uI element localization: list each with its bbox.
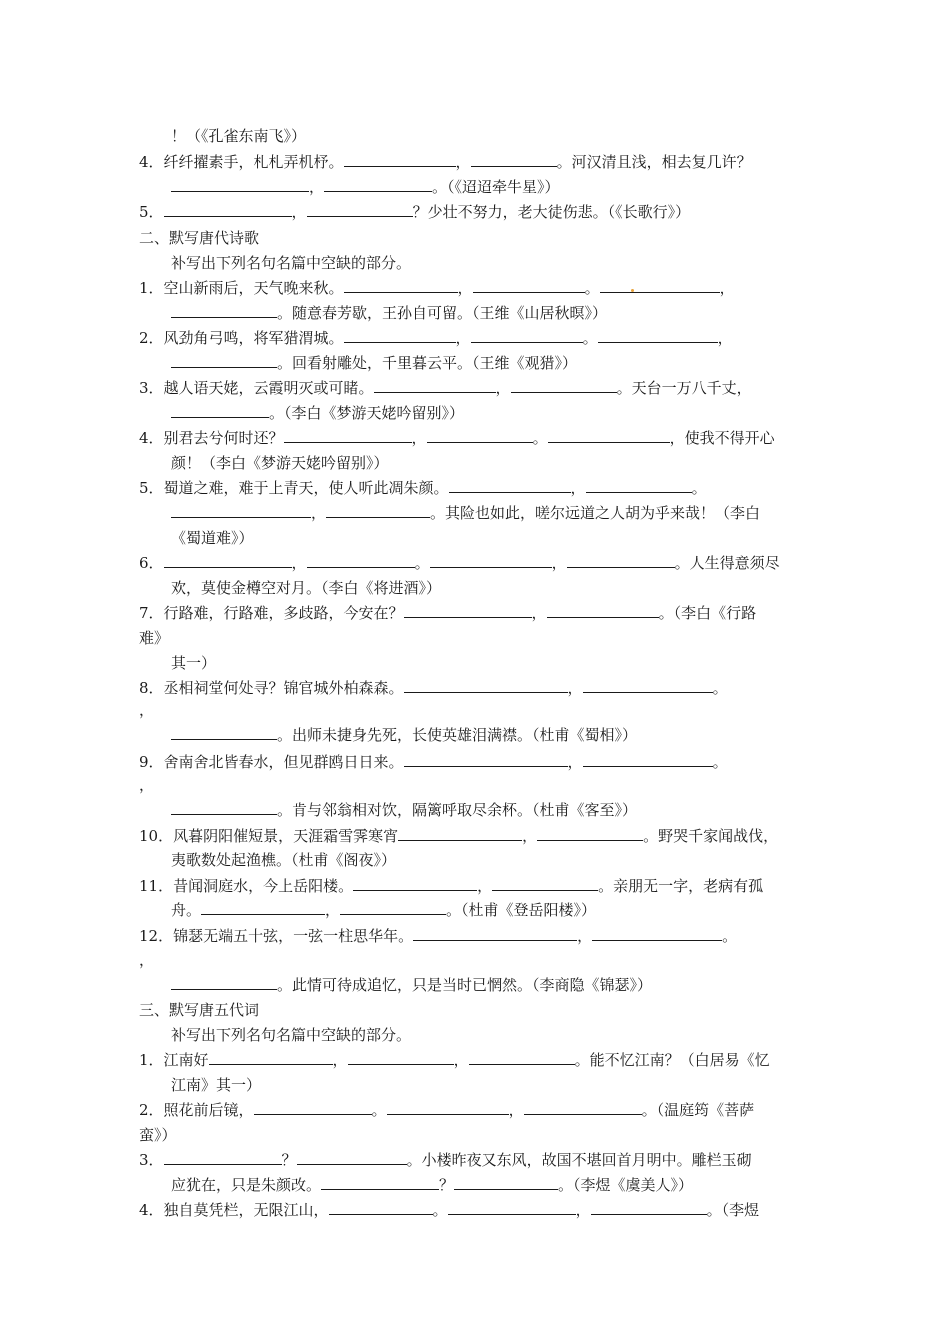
line-text: 补写出下列名句名篇中空缺的部分。 xyxy=(171,1026,412,1044)
line-text: ， xyxy=(522,827,538,845)
line-text: ， xyxy=(309,178,325,196)
line-text: ， xyxy=(495,379,511,397)
answer-blank[interactable] xyxy=(449,478,571,493)
question-12 xyxy=(139,926,737,946)
line-text: 。（《迢迢牵牛星》） xyxy=(432,178,560,196)
answer-blank[interactable] xyxy=(600,278,720,293)
answer-blank[interactable] xyxy=(307,202,413,217)
line-text: 。小楼昨夜又东风，故国不堪回首月明中。雕栏玉砌 xyxy=(406,1151,752,1169)
question-2 xyxy=(139,328,733,348)
answer-blank[interactable] xyxy=(344,278,458,293)
line-text: ， xyxy=(139,951,155,969)
line-text: 。人生得意须尽 xyxy=(674,554,780,572)
line-text: 8．丞相祠堂何处寻？锦官城外柏森森。 xyxy=(139,679,404,697)
answer-blank[interactable] xyxy=(537,826,643,841)
question-7 xyxy=(139,603,756,623)
answer-blank[interactable] xyxy=(321,1175,439,1190)
line-text: 。天台一万八千丈， xyxy=(616,379,752,397)
text-line xyxy=(171,850,396,870)
answer-blank[interactable] xyxy=(454,1175,558,1190)
text-line xyxy=(171,503,760,523)
line-text: 江南》其一） xyxy=(171,1076,262,1094)
line-text: ？ xyxy=(439,1176,455,1194)
question-3 xyxy=(139,378,752,398)
line-text: ？ xyxy=(281,1151,297,1169)
line-text: 4．独自莫凭栏，无限江山， xyxy=(139,1201,329,1219)
line-text: ， xyxy=(719,279,735,297)
answer-blank[interactable] xyxy=(171,800,277,815)
answer-blank[interactable] xyxy=(171,725,277,740)
line-text: 4．别君去兮何时还？ xyxy=(139,429,284,447)
line-text: 《蜀道难》） xyxy=(171,529,254,547)
line-text: 3． xyxy=(139,1151,164,1169)
answer-blank[interactable] xyxy=(171,503,311,518)
text-line xyxy=(171,453,389,473)
line-text: 。河汉清且浅，相去复几许？ xyxy=(556,153,752,171)
question-4 xyxy=(139,428,775,448)
question-5 xyxy=(139,202,690,222)
text-line xyxy=(171,900,596,920)
line-text: 10．风暮阴阳催短景，天涯霜雪霁寒宵 xyxy=(139,827,399,845)
line-text: 。 xyxy=(532,429,548,447)
text-line xyxy=(139,775,154,795)
text-line xyxy=(171,403,464,423)
line-text: 应犹在，只是朱颜改。 xyxy=(171,1176,322,1194)
text-line xyxy=(139,950,154,970)
line-text: ， xyxy=(291,203,307,221)
line-text: 5． xyxy=(139,203,164,221)
line-text: ， xyxy=(567,679,583,697)
answer-blank[interactable] xyxy=(171,403,269,418)
question-11 xyxy=(139,876,763,896)
answer-blank[interactable] xyxy=(583,678,713,693)
line-text: ， xyxy=(139,701,155,719)
line-text: 。随意春芳歇，王孙自可留。（王维《山居秋暝》） xyxy=(277,304,608,322)
text-line xyxy=(171,1175,693,1195)
line-text: 蛮》） xyxy=(139,1126,177,1144)
line-text: 。（李煜《虞美人》） xyxy=(558,1176,694,1194)
answer-blank[interactable] xyxy=(583,752,713,767)
line-text: 5．蜀道之难，难于上青天，使人听此凋朱颜。 xyxy=(139,479,449,497)
line-text: 。（李白《梦游天姥吟留别》） xyxy=(269,404,465,422)
line-text: ， xyxy=(332,1051,348,1069)
line-text: 。 xyxy=(712,753,728,771)
line-text: 。亲朋无一字，老病有孤 xyxy=(598,877,764,895)
line-text: 6． xyxy=(139,554,164,572)
question-9 xyxy=(139,752,728,772)
instruction xyxy=(171,1025,411,1045)
line-text: 。（李煜 xyxy=(706,1201,760,1219)
line-text: 颜！（李白《梦游天姥吟留别》） xyxy=(171,454,389,472)
answer-blank[interactable] xyxy=(326,503,430,518)
line-text: ， xyxy=(291,554,307,572)
text-line xyxy=(171,653,216,673)
line-text: 。（李白《行路 xyxy=(658,604,757,622)
line-text: 。（温庭筠《菩萨 xyxy=(641,1101,755,1119)
answer-blank[interactable] xyxy=(547,603,659,618)
line-text: ， xyxy=(325,901,341,919)
text-line xyxy=(171,578,441,598)
line-text: 1．江南好 xyxy=(139,1051,209,1069)
line-text: ， xyxy=(411,429,427,447)
line-text: 4．纤纤擢素手，札札弄机杼。 xyxy=(139,153,344,171)
answer-blank[interactable] xyxy=(171,303,277,318)
answer-blank[interactable] xyxy=(404,678,568,693)
answer-blank[interactable] xyxy=(201,900,325,915)
line-text: 9．舍南舍北皆春水，但见群鸥日日来。 xyxy=(139,753,404,771)
answer-blank[interactable] xyxy=(209,1050,333,1065)
answer-blank[interactable] xyxy=(171,975,277,990)
answer-blank[interactable] xyxy=(348,1050,454,1065)
line-text: 。 xyxy=(712,679,728,697)
line-text: 三、默写唐五代词 xyxy=(139,1001,260,1019)
line-text: 1．空山新雨后，天气晚来秋。 xyxy=(139,279,344,297)
answer-blank[interactable] xyxy=(404,603,532,618)
line-text: 补写出下列名句名篇中空缺的部分。 xyxy=(171,254,412,272)
line-text: 。出师未捷身先死，长使英雄泪满襟。（杜甫《蜀相》） xyxy=(277,726,638,744)
answer-blank[interactable] xyxy=(413,926,577,941)
answer-blank[interactable] xyxy=(171,177,309,192)
line-text: 难》 xyxy=(139,629,170,647)
answer-blank[interactable] xyxy=(374,378,496,393)
answer-blank[interactable] xyxy=(164,1150,282,1165)
question-1 xyxy=(139,278,735,298)
answer-blank[interactable] xyxy=(329,1200,433,1215)
answer-blank[interactable] xyxy=(344,152,456,167)
answer-blank[interactable] xyxy=(592,926,722,941)
line-text: 欢，莫使金樽空对月。（李白《将进酒》） xyxy=(171,579,442,597)
answer-blank[interactable] xyxy=(171,353,277,368)
line-text: 。野哭千家闻战伐， xyxy=(643,827,779,845)
answer-blank[interactable] xyxy=(586,478,692,493)
text-line xyxy=(139,1125,177,1145)
answer-blank[interactable] xyxy=(164,553,292,568)
text-line xyxy=(139,628,169,648)
answer-blank[interactable] xyxy=(448,1200,576,1215)
text-line xyxy=(171,126,306,146)
line-text: ， xyxy=(531,604,547,622)
answer-blank[interactable] xyxy=(340,900,446,915)
line-text: 2．风劲角弓鸣，将军猎渭城。 xyxy=(139,329,344,347)
line-text: 。 xyxy=(691,479,707,497)
answer-blank[interactable] xyxy=(284,428,412,443)
line-text: 夷歌数处起渔樵。（杜甫《阁夜》） xyxy=(171,851,397,869)
line-text: ， xyxy=(508,1101,524,1119)
line-text: ， xyxy=(577,927,593,945)
answer-blank[interactable] xyxy=(598,328,718,343)
question-4 xyxy=(139,152,752,172)
line-text: 。 xyxy=(371,1101,387,1119)
question-2 xyxy=(139,1100,754,1120)
answer-blank[interactable] xyxy=(430,553,552,568)
line-text: ， xyxy=(570,479,586,497)
text-line xyxy=(171,1075,261,1095)
answer-blank[interactable] xyxy=(492,876,598,891)
question-10 xyxy=(139,826,778,846)
line-text: ， xyxy=(455,153,471,171)
line-text: ， xyxy=(455,329,471,347)
line-text: 。其险也如此，嗟尔远道之人胡为乎来哉！（李白 xyxy=(430,504,761,522)
text-line xyxy=(171,725,637,745)
line-text: 。 xyxy=(722,927,738,945)
text-line xyxy=(171,353,577,373)
answer-blank[interactable] xyxy=(404,752,568,767)
line-text: ，使我不得开心 xyxy=(669,429,775,447)
line-text: ， xyxy=(477,877,493,895)
ink-dot xyxy=(631,289,634,292)
line-text: ， xyxy=(139,776,155,794)
answer-blank[interactable] xyxy=(353,876,477,891)
answer-blank[interactable] xyxy=(297,1150,407,1165)
line-text: ？少壮不努力，老大徒伤悲。（《长歌行》） xyxy=(412,203,691,221)
question-3 xyxy=(139,1150,752,1170)
answer-blank[interactable] xyxy=(164,202,292,217)
text-line xyxy=(171,303,607,323)
line-text: 二、默写唐代诗歌 xyxy=(139,229,260,247)
answer-blank[interactable] xyxy=(469,1050,575,1065)
question-5 xyxy=(139,478,707,498)
text-line xyxy=(171,177,560,197)
line-text: ， xyxy=(457,279,473,297)
line-text: ， xyxy=(567,753,583,771)
section-heading-3 xyxy=(139,1000,259,1020)
question-1 xyxy=(139,1050,770,1070)
line-text: 其一） xyxy=(171,654,217,672)
line-text: ， xyxy=(717,329,733,347)
line-text: ， xyxy=(453,1051,469,1069)
line-text: 。 xyxy=(582,329,598,347)
line-text: 12．锦瑟无端五十弦，一弦一柱思华年。 xyxy=(139,927,414,945)
answer-blank[interactable] xyxy=(511,378,617,393)
answer-blank[interactable] xyxy=(567,553,675,568)
line-text: 。（杜甫《登岳阳楼》） xyxy=(446,901,597,919)
instruction xyxy=(171,253,411,273)
line-text: ， xyxy=(311,504,327,522)
line-text: 7．行路难，行路难，多歧路，今安在？ xyxy=(139,604,404,622)
answer-blank[interactable] xyxy=(473,278,585,293)
answer-blank[interactable] xyxy=(591,1200,707,1215)
text-line xyxy=(139,700,154,720)
text-line xyxy=(171,975,652,995)
line-text: 。此情可待成追忆，只是当时已惘然。（李商隐《锦瑟》） xyxy=(277,976,653,994)
line-text: ！（《孔雀东南飞》） xyxy=(171,127,307,145)
line-text: 。 xyxy=(432,1201,448,1219)
question-6 xyxy=(139,553,780,573)
section-heading-2 xyxy=(139,228,259,248)
line-text: 。回看射雕处，千里暮云平。（王维《观猎》） xyxy=(277,354,578,372)
question-8 xyxy=(139,678,728,698)
answer-blank[interactable] xyxy=(524,1100,642,1115)
line-text: 舟。 xyxy=(171,901,202,919)
line-text: 。能不忆江南？（白居易《忆 xyxy=(574,1051,770,1069)
answer-blank[interactable] xyxy=(324,177,432,192)
answer-blank[interactable] xyxy=(548,428,670,443)
answer-blank[interactable] xyxy=(398,826,522,841)
text-line xyxy=(171,800,637,820)
answer-blank[interactable] xyxy=(344,328,456,343)
answer-blank[interactable] xyxy=(387,1100,509,1115)
line-text: 。 xyxy=(414,554,430,572)
answer-blank[interactable] xyxy=(427,428,533,443)
line-text: 11．昔闻洞庭水，今上岳阳楼。 xyxy=(139,877,354,895)
line-text: 。肯与邻翁相对饮，隔篱呼取尽余杯。（杜甫《客至》） xyxy=(277,801,638,819)
line-text: 。 xyxy=(584,279,600,297)
text-line xyxy=(171,528,254,548)
answer-blank[interactable] xyxy=(254,1100,372,1115)
answer-blank[interactable] xyxy=(471,328,583,343)
answer-blank[interactable] xyxy=(307,553,415,568)
line-text: ， xyxy=(575,1201,591,1219)
answer-blank[interactable] xyxy=(471,152,557,167)
line-text: 2．照花前后镜， xyxy=(139,1101,254,1119)
line-text: 3．越人语天姥，云霞明灭或可睹。 xyxy=(139,379,374,397)
question-4 xyxy=(139,1200,759,1220)
line-text: ， xyxy=(551,554,567,572)
